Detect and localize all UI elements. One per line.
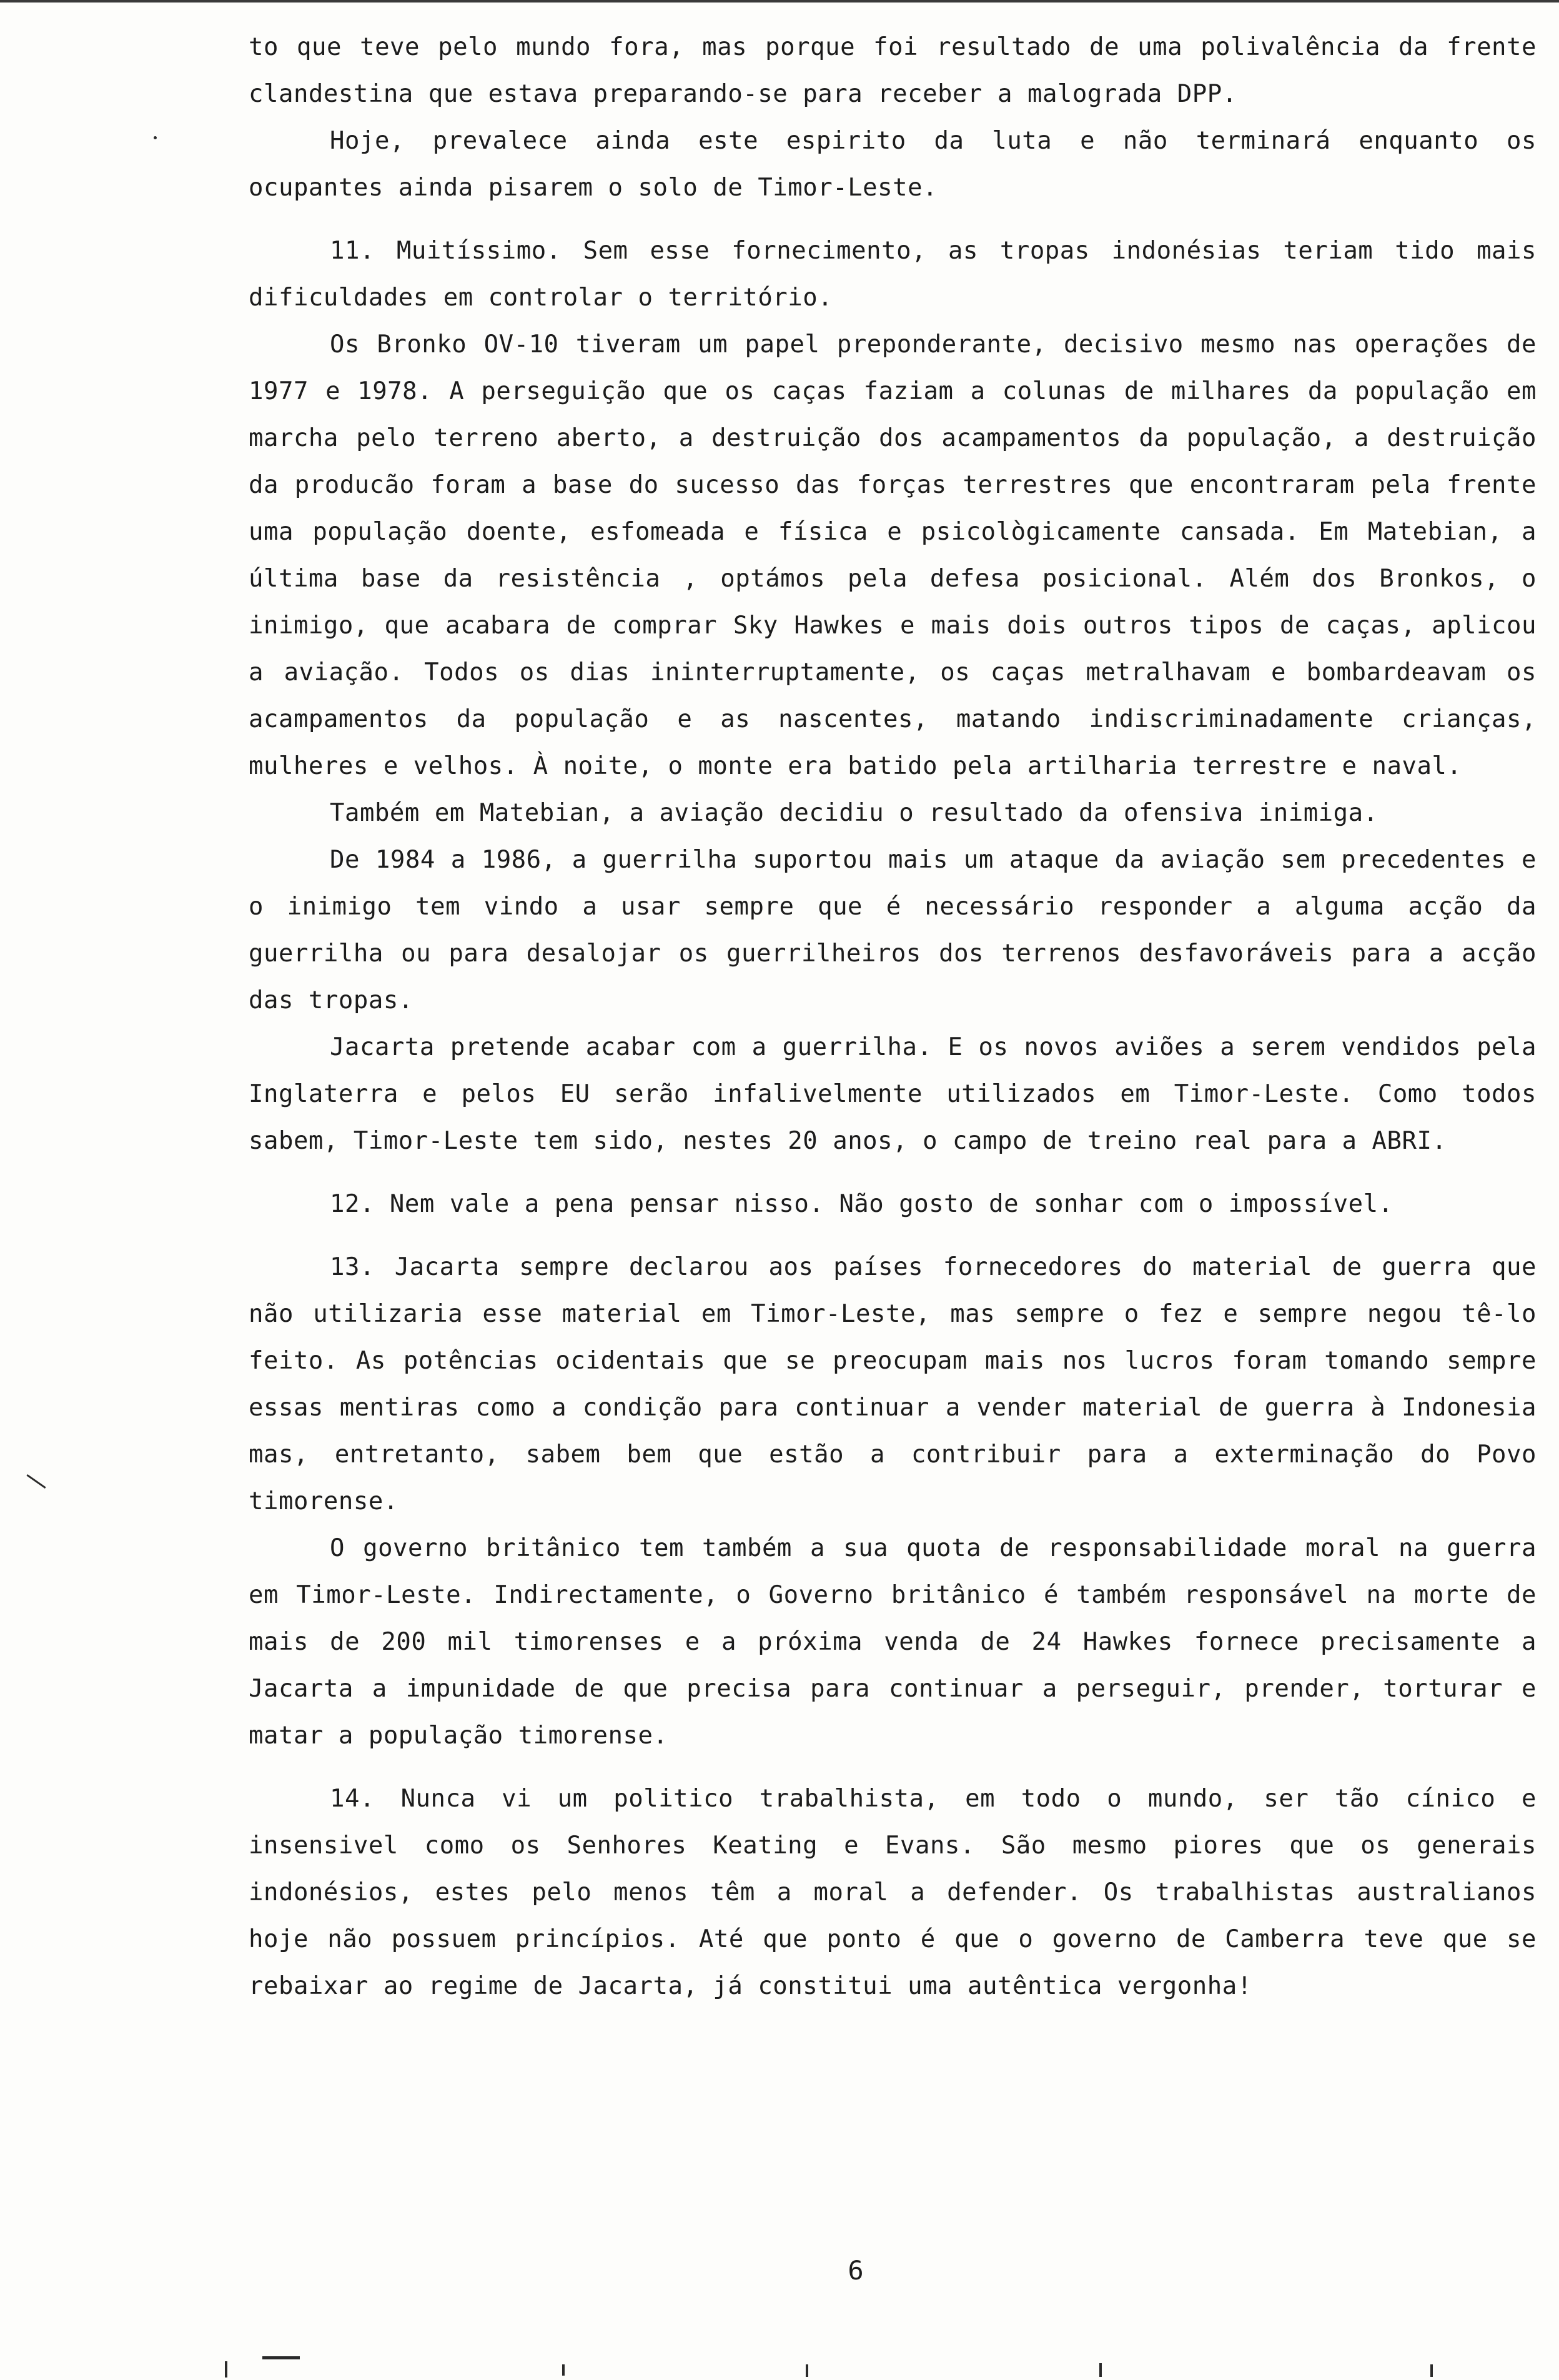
paragraph: Hoje, prevalece ainda este espirito da luta e não terminará enquanto os ocupantes ainda pisarem o solo de Timor-Leste. [249,127,1537,202]
paragraph: Os Bronko OV-10 tiveram um papel preponderante, decisivo mesmo nas operações de 1977 e 1978. A perseguição que os caças faziam a colunas de milhares da população em marcha pelo terreno aberto, a destruição dos acampamentos da população, a destruição da producão foram a base do sucesso das forças terrestres que encontraram pela frente uma população doente, esfomeada e física e psicològicamente cansada. Em Matebian, a última base da resistência , optámos pela defesa posicional. Além dos Bronkos, o inimigo, que acabara de comprar Sky Hawkes e mais dois outros tipos de caças, aplicou a aviação. Todos os dias ininterruptamente, os caças metralhavam e bombardeavam os acampamentos da população e as nascentes, matando indiscriminadamente crianças, mulheres e velhos. À noite, o monte era batido pela artilharia terrestre e naval. [249,330,1537,780]
scan-mark [26,1474,46,1489]
paragraph-answer-13: 13. Jacarta sempre declarou aos países fornecedores do material de guerra que não utilizaria esse material em Timor-Leste, mas sempre o fez e sempre negou tê-lo feito. As potências ocidentais que se preocupam mais nos lucros foram tomando sempre essas mentiras como a condição para continuar a vender material de guerra à Indonesia mas, entretanto, sabem bem que estão a contribuir para a exterminação do Povo timorense. [249,1253,1537,1515]
scan-top-edge [0,0,1559,2]
scan-mark [225,2361,227,2378]
page-number: 6 [848,2255,864,2286]
paragraph: Também em Matebian, a aviação decidiu o resultado da ofensiva inimiga. [330,799,1378,827]
body-text [249,24,1537,2010]
paragraph: O governo britânico tem também a sua quota de responsabilidade moral na guerra em Timor-Leste. Indirectamente, o Governo britânico é também responsável na morte de mais de 200 mil timorenses e a próxima venda de 24 Hawkes fornece precisamente a Jacarta a impunidade de que precisa para continuar a perseguir, prender, torturar e matar a população timorense. [249,1534,1537,1750]
paragraph-answer-11: 11. Muitíssimo. Sem esse fornecimento, as tropas indonésias teriam tido mais dificuldades em controlar o território. [249,237,1537,312]
scan-mark [262,2356,300,2359]
paragraph-answer-14: 14. Nunca vi um politico trabalhista, em todo o mundo, ser tão cínico e insensivel como os Senhores Keating e Evans. São mesmo piores que os generais indonésios, estes pelo menos têm a moral a defender. Os trabalhistas australianos hoje não possuem princípios. Até que ponto é que o governo de Camberra teve que se rebaixar ao regime de Jacarta, já constitui uma autêntica vergonha! [249,1785,1537,2000]
paragraph: De 1984 a 1986, a guerrilha suportou mais um ataque da aviação sem precedentes e o inimigo tem vindo a usar sempre que é necessário responder a alguma acção da guerrilha ou para desalojar os guerrilheiros dos terrenos desfavoráveis para a acção das tropas. [249,846,1537,1014]
paragraph: Jacarta pretende acabar com a guerrilha. E os novos aviões a serem vendidos pela Inglaterra e pelos EU serão infalivelmente utilizados em Timor-Leste. Como todos sabem, Timor-Leste tem sido, nestes 20 anos, o campo de treino real para a ABRI. [249,1033,1537,1155]
scan-mark [562,2364,565,2376]
paragraph-answer-12: 12. Nem vale a pena pensar nisso. Não gosto de sonhar com o impossível. [330,1190,1393,1218]
scan-mark [154,136,157,139]
scan-mark [806,2364,808,2377]
scan-mark [1099,2363,1102,2377]
paragraph-continuation: to que teve pelo mundo fora, mas porque foi resultado de uma polivalência da frente clandestina que estava preparando-se para receber a malograda DPP. [249,33,1537,108]
scan-mark [1430,2364,1433,2377]
